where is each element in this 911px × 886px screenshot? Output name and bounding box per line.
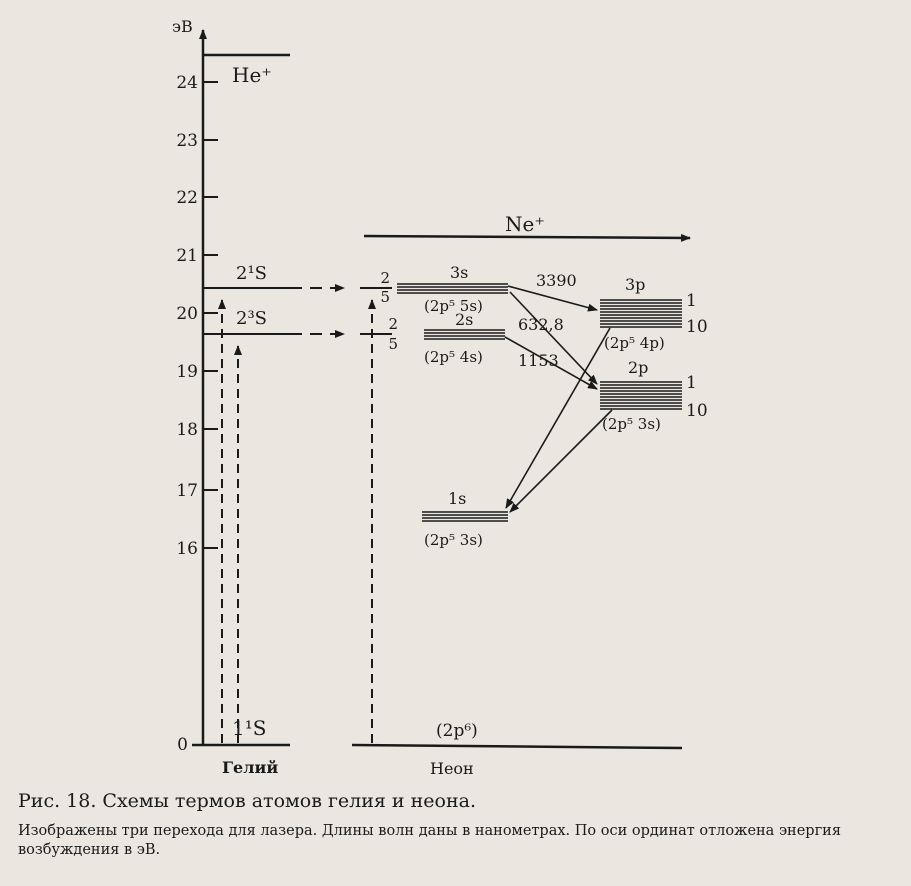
tick-label: 22	[176, 188, 198, 208]
wavelength-3390: 3390	[536, 271, 577, 290]
ne-level-3p	[600, 275, 708, 352]
sub-count: 1	[686, 291, 697, 311]
tick-label: 0	[177, 735, 188, 755]
sub-count: 2	[380, 269, 390, 287]
neon-label: Неон	[430, 759, 474, 778]
tick-label: 19	[176, 362, 198, 382]
he-ion-label: He⁺	[232, 63, 272, 87]
sub-count: 10	[686, 317, 708, 337]
figure-caption	[18, 790, 898, 860]
energy-axis	[172, 17, 218, 755]
tick-label: 23	[176, 131, 198, 151]
level-label: 3p	[625, 275, 646, 294]
he-singlet-label: 2¹S	[236, 263, 267, 284]
ne-level-1s	[422, 489, 508, 549]
ne-ion-level	[364, 236, 690, 238]
level-config: (2p⁵ 3s)	[602, 415, 661, 433]
tick-label: 18	[176, 420, 198, 440]
axis-ticks	[203, 82, 218, 548]
ne-ground-level	[352, 745, 682, 748]
sub-count: 10	[686, 401, 708, 421]
ne-ground-label: (2p⁶)	[436, 721, 478, 741]
energy-transfer	[290, 288, 344, 334]
decay-2p-1s	[510, 410, 612, 512]
helium-label: Гелий	[222, 758, 279, 777]
he-ground-label: 1¹S	[232, 716, 267, 740]
tick-label: 20	[176, 304, 198, 324]
ne-level-2p	[600, 358, 708, 433]
tick-label: 16	[176, 539, 198, 559]
helium-levels	[192, 55, 290, 777]
axis-unit-label: эВ	[172, 17, 193, 36]
sub-count: 5	[388, 335, 398, 353]
wavelength-632: 632,8	[518, 315, 564, 334]
sub-count: 1	[686, 373, 697, 393]
wavelength-1153: 1153	[518, 351, 559, 370]
ne-level-2s	[388, 310, 505, 366]
sub-count: 2	[388, 315, 398, 333]
level-config: (2p⁵ 3s)	[424, 531, 483, 549]
neon-levels	[352, 212, 708, 778]
ne-level-3s	[380, 263, 508, 315]
level-config: (2p⁵ 4p)	[604, 334, 665, 352]
caption-description: Изображены три перехода для лазера. Длины волн даны в нанометрах. По оси ординат отложена энергия возбуждения в эВ.	[18, 823, 841, 858]
tick-label: 17	[176, 481, 198, 501]
tick-label: 24	[176, 73, 198, 93]
sub-count: 5	[380, 288, 390, 306]
he-triplet-label: 2³S	[236, 308, 267, 329]
level-config: (2p⁵ 4s)	[424, 348, 483, 366]
caption-title: Рис. 18. Схемы термов атомов гелия и неона.	[18, 790, 477, 812]
level-label: 3s	[450, 263, 469, 282]
ne-ion-label: Ne⁺	[505, 212, 545, 236]
tick-label: 21	[176, 246, 198, 266]
level-label: 1s	[448, 489, 467, 508]
level-label: 2s	[455, 310, 474, 329]
level-label: 2p	[628, 358, 649, 377]
level-config: (2p⁵ 5s)	[424, 297, 483, 315]
